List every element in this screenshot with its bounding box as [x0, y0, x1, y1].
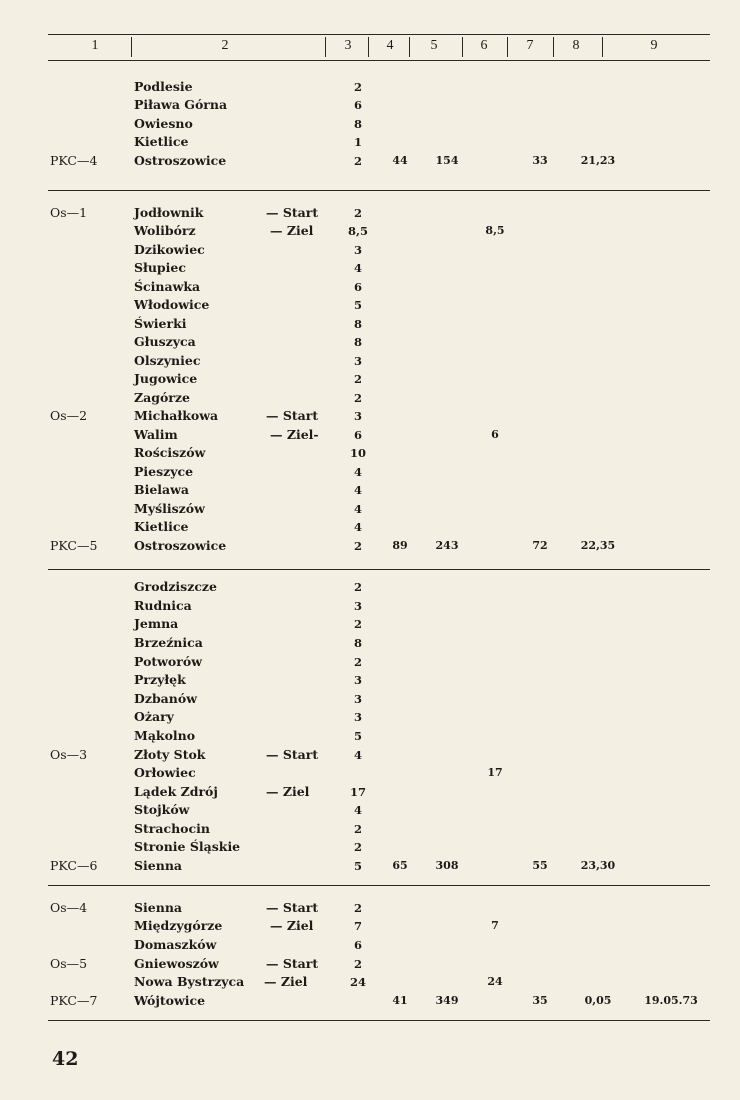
col-3-value: 2 [353, 372, 362, 386]
col-4-value: 65 [392, 859, 408, 872]
page-number: 42 [52, 1048, 79, 1070]
col-3-value: 8 [353, 117, 362, 131]
col-4-value: 44 [392, 154, 408, 167]
place-name: Myśliszów [134, 501, 205, 516]
header-col-4: 4 [386, 38, 394, 53]
table-row [0, 296, 740, 314]
col-3-value: 2 [353, 617, 362, 631]
place-name: Wolibórz [134, 223, 196, 238]
col-3-value: 6 [353, 938, 362, 952]
table-row [0, 78, 740, 96]
table-row [0, 241, 740, 259]
table-row [0, 133, 740, 151]
table-row [0, 936, 740, 954]
header-col-7: 7 [526, 38, 534, 53]
route-role: — Ziel [266, 784, 310, 799]
table-row [0, 389, 740, 407]
table-row [0, 407, 740, 425]
table-row [0, 992, 740, 1010]
col-3-value: 24 [349, 975, 366, 989]
row-label: Os—2 [50, 408, 88, 423]
table-row [0, 278, 740, 296]
header-separator [325, 37, 326, 57]
table-row [0, 222, 740, 240]
place-name: Włodowice [134, 297, 210, 312]
col-3-value: 4 [353, 748, 362, 762]
row-label: Os—5 [50, 956, 88, 971]
place-name: Ścinawka [134, 279, 201, 294]
col-3-value: 4 [353, 483, 362, 497]
table-row [0, 578, 740, 596]
place-name: Dzikowiec [134, 242, 205, 257]
place-name: Strachocin [134, 821, 210, 836]
col-4-value: 41 [392, 994, 408, 1007]
place-name: Grodziszcze [134, 579, 217, 594]
col-5-value: 154 [435, 154, 459, 167]
header-col-2: 2 [221, 38, 229, 53]
place-name: Rościszów [134, 445, 206, 460]
col-3-value: 2 [353, 154, 362, 168]
col-3-value: 2 [353, 957, 362, 971]
table-row [0, 634, 740, 652]
col-3-value: 2 [353, 901, 362, 915]
route-role: — Start [266, 747, 319, 762]
table-row [0, 653, 740, 671]
place-name: Bielawa [134, 482, 189, 497]
table-row [0, 444, 740, 462]
place-name: Potworów [134, 654, 202, 669]
place-name: Pieszyce [134, 464, 194, 479]
col-3-value: 4 [353, 261, 362, 275]
col-7-value: 35 [532, 994, 548, 1007]
table-row [0, 746, 740, 764]
header-col-8: 8 [572, 38, 580, 53]
place-name: Złoty Stok [134, 747, 206, 762]
col-3-value: 2 [353, 391, 362, 405]
route-role: — Ziel [270, 918, 314, 933]
route-role: — Ziel- [270, 427, 319, 442]
col-3-value: 5 [353, 859, 362, 873]
place-name: Kietlice [134, 134, 189, 149]
col-3-value: 8 [353, 636, 362, 650]
col-3-value: 1 [353, 135, 362, 149]
place-name: Jodłownik [134, 205, 204, 220]
place-name: Międzygórze [134, 918, 223, 933]
col-3-value: 10 [349, 446, 366, 460]
route-role: — Start [266, 205, 319, 220]
col-3-value: 8,5 [348, 224, 369, 238]
table-row [0, 204, 740, 222]
place-name: Ostroszowice [134, 538, 227, 553]
place-name: Jugowice [134, 371, 198, 386]
col-3-value: 5 [353, 298, 362, 312]
header-separator [368, 37, 369, 57]
table-row [0, 426, 740, 444]
col-3-value: 6 [353, 98, 362, 112]
col-6-value: 8,5 [485, 224, 505, 237]
table-header [0, 35, 740, 59]
place-name: Ożary [134, 709, 174, 724]
table-row [0, 820, 740, 838]
row-label: Os—4 [50, 900, 88, 915]
place-name: Sienna [134, 858, 183, 873]
col-7-value: 33 [532, 154, 548, 167]
table-row [0, 973, 740, 991]
route-role: — Start [266, 900, 319, 915]
col-3-value: 3 [353, 599, 362, 613]
place-name: Olszyniec [134, 353, 201, 368]
col-3-value: 3 [353, 243, 362, 257]
place-name: Jemna [134, 616, 179, 631]
place-name: Wójtowice [134, 993, 206, 1008]
table-row [0, 96, 740, 114]
place-name: Przyłęk [134, 672, 186, 687]
table-row [0, 537, 740, 555]
col-3-value: 2 [353, 580, 362, 594]
table-row [0, 463, 740, 481]
table-row [0, 690, 740, 708]
table-row [0, 481, 740, 499]
col-3-value: 2 [353, 80, 362, 94]
place-name: Stojków [134, 802, 190, 817]
col-6-value: 7 [491, 919, 499, 932]
col-3-value: 8 [353, 317, 362, 331]
col-3-value: 2 [353, 206, 362, 220]
place-name: Ostroszowice [134, 153, 227, 168]
place-name: Kietlice [134, 519, 189, 534]
col-3-value: 2 [353, 655, 362, 669]
place-name: Orłowiec [134, 765, 196, 780]
place-name: Zagórze [134, 390, 190, 405]
table-row [0, 708, 740, 726]
table-row [0, 955, 740, 973]
col-5-value: 243 [435, 539, 459, 552]
place-name: Owiesno [134, 116, 193, 131]
col-9-value: 19.05.73 [644, 994, 698, 1007]
col-3-value: 3 [353, 409, 362, 423]
table-row [0, 615, 740, 633]
header-col-3: 3 [344, 38, 352, 53]
header-col-6: 6 [480, 38, 488, 53]
place-name: Gniewoszów [134, 956, 219, 971]
place-name: Brzeźnica [134, 635, 203, 650]
section-rule [48, 885, 710, 886]
header-separator [602, 37, 603, 57]
table-row [0, 838, 740, 856]
route-role: — Start [266, 408, 319, 423]
col-7-value: 55 [532, 859, 548, 872]
table-row [0, 917, 740, 935]
col-3-value: 4 [353, 465, 362, 479]
row-label: Os—1 [50, 205, 88, 220]
col-5-value: 349 [435, 994, 459, 1007]
place-name: Głuszyca [134, 334, 196, 349]
col-6-value: 17 [487, 766, 503, 779]
route-role: — Ziel [264, 974, 308, 989]
col-3-value: 2 [353, 840, 362, 854]
table-row [0, 597, 740, 615]
route-role: — Ziel [270, 223, 314, 238]
col-8-value: 23,30 [580, 859, 616, 872]
col-3-value: 17 [349, 785, 366, 799]
row-label: Os—3 [50, 747, 88, 762]
place-name: Słupiec [134, 260, 186, 275]
place-name: Mąkolno [134, 728, 196, 743]
place-name: Nowa Bystrzyca [134, 974, 245, 989]
col-3-value: 6 [353, 280, 362, 294]
place-name: Michałkowa [134, 408, 219, 423]
table-row [0, 370, 740, 388]
table-row [0, 801, 740, 819]
col-5-value: 308 [435, 859, 459, 872]
table-row [0, 671, 740, 689]
col-3-value: 6 [353, 428, 362, 442]
header-bottom-rule [48, 60, 710, 61]
header-separator [507, 37, 508, 57]
col-3-value: 7 [353, 919, 362, 933]
place-name: Dzbanów [134, 691, 197, 706]
header-separator [409, 37, 410, 57]
col-3-value: 2 [353, 822, 362, 836]
header-col-1: 1 [91, 38, 99, 53]
place-name: Domaszków [134, 937, 217, 952]
place-name: Sienna [134, 900, 183, 915]
place-name: Rudnica [134, 598, 192, 613]
place-name: Lądek Zdrój [134, 784, 218, 799]
table-row [0, 333, 740, 351]
col-7-value: 72 [532, 539, 548, 552]
place-name: Świerki [134, 316, 187, 331]
header-separator [553, 37, 554, 57]
row-label: PKC—5 [50, 538, 98, 553]
col-3-value: 3 [353, 692, 362, 706]
section-rule [48, 190, 710, 191]
route-role: — Start [266, 956, 319, 971]
col-4-value: 89 [392, 539, 408, 552]
header-col-9: 9 [650, 38, 658, 53]
col-6-value: 24 [487, 975, 503, 988]
section-rule [48, 1020, 710, 1021]
col-3-value: 2 [353, 539, 362, 553]
col-3-value: 4 [353, 803, 362, 817]
col-3-value: 3 [353, 673, 362, 687]
table-row [0, 727, 740, 745]
col-8-value: 0,05 [584, 994, 612, 1007]
row-label: PKC—4 [50, 153, 98, 168]
header-separator [131, 37, 132, 57]
col-8-value: 21,23 [580, 154, 616, 167]
table-row [0, 783, 740, 801]
col-8-value: 22,35 [580, 539, 616, 552]
col-3-value: 4 [353, 520, 362, 534]
table-row [0, 518, 740, 536]
table-row [0, 115, 740, 133]
table-row [0, 259, 740, 277]
place-name: Podlesie [134, 79, 193, 94]
place-name: Stronie Śląskie [134, 839, 241, 854]
col-3-value: 8 [353, 335, 362, 349]
table-row [0, 352, 740, 370]
place-name: Piława Górna [134, 97, 228, 112]
col-6-value: 6 [491, 428, 499, 441]
header-col-5: 5 [430, 38, 438, 53]
table-row [0, 857, 740, 875]
row-label: PKC—6 [50, 858, 98, 873]
col-3-value: 3 [353, 354, 362, 368]
table-row [0, 899, 740, 917]
place-name: Walim [134, 427, 178, 442]
table-row [0, 152, 740, 170]
col-3-value: 5 [353, 729, 362, 743]
col-3-value: 4 [353, 502, 362, 516]
row-label: PKC—7 [50, 993, 98, 1008]
section-rule [48, 569, 710, 570]
table-row [0, 500, 740, 518]
table-row [0, 315, 740, 333]
header-separator [462, 37, 463, 57]
col-3-value: 3 [353, 710, 362, 724]
table-row [0, 764, 740, 782]
